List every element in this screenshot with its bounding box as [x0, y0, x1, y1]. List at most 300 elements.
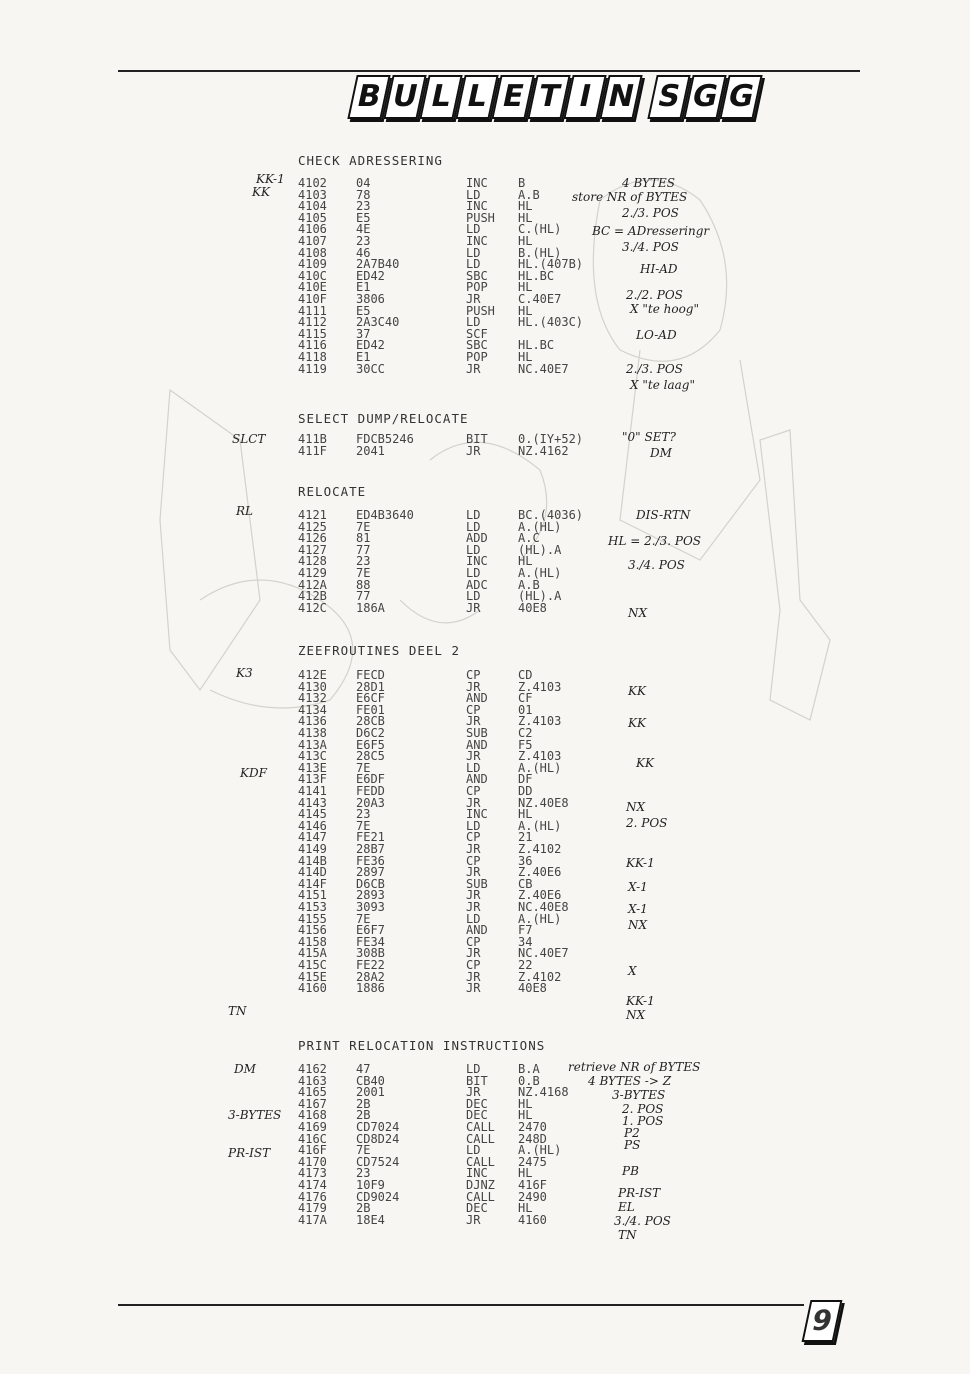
opcode-cell: CP — [466, 934, 481, 949]
handwritten-annotation: 3./4. POS — [622, 240, 679, 254]
address-cell: 4158 — [298, 934, 327, 949]
address-cell: 4141 — [298, 784, 327, 798]
address-cell: 416C — [298, 1131, 327, 1146]
opcode-cell: LD — [466, 245, 481, 260]
section-title: SELECT DUMP/RELOCATE — [298, 411, 469, 426]
hex-cell: 28A2 — [356, 969, 385, 984]
operand-cell: A.(HL) — [518, 566, 562, 580]
address-cell: 4149 — [298, 842, 327, 856]
page-number: 9 — [802, 1300, 843, 1342]
handwritten-annotation: 4 BYTES — [622, 176, 675, 190]
opcode-cell: JR — [466, 600, 481, 615]
section-title: ZEEFROUTINES DEEL 2 — [298, 643, 460, 658]
address-cell: 4168 — [298, 1108, 327, 1123]
operand-cell: HL — [518, 210, 533, 225]
hex-cell: FDCB5246 — [356, 432, 414, 446]
operand-cell: Z.40E6 — [518, 888, 562, 903]
hex-cell: 3093 — [356, 900, 385, 914]
hex-cell: 1886 — [356, 981, 385, 996]
operand-cell: BC.(4036) — [518, 508, 584, 522]
hex-cell: 2B — [356, 1201, 371, 1216]
margin-label: DM — [234, 1062, 256, 1076]
address-cell: 415C — [298, 958, 327, 972]
hex-cell: 20A3 — [356, 795, 385, 810]
operand-cell: HL.(407B) — [518, 257, 584, 272]
hex-cell: E1 — [356, 350, 371, 364]
masthead-letter: E — [491, 75, 534, 119]
address-cell: 414B — [298, 853, 327, 868]
hex-cell: E5 — [356, 210, 371, 225]
operand-cell: 248D — [518, 1131, 547, 1146]
margin-label: TN — [228, 1004, 247, 1018]
handwritten-annotation: NX — [626, 1008, 646, 1022]
address-cell: 4156 — [298, 923, 327, 938]
address-cell: 414F — [298, 876, 327, 891]
operand-cell: A.B — [518, 187, 540, 202]
operand-cell: 22 — [518, 958, 533, 972]
operand-cell: 0.(IY+52) — [518, 432, 584, 446]
opcode-cell: JR — [466, 900, 481, 914]
operand-cell: HL — [518, 807, 533, 822]
handwritten-annotation: 4 BYTES -> Z — [588, 1074, 672, 1088]
opcode-cell: JR — [466, 969, 481, 984]
opcode-cell: JR — [466, 679, 481, 694]
opcode-cell: LD — [466, 519, 481, 534]
hex-cell: 23 — [356, 199, 371, 214]
operand-cell: HL — [518, 1166, 533, 1181]
section-title: RELOCATE — [298, 484, 367, 499]
hex-cell: FEDD — [356, 784, 385, 798]
hex-cell: E6DF — [356, 772, 385, 787]
masthead-letter: U — [383, 75, 426, 119]
hex-cell: E6F7 — [356, 923, 385, 938]
address-cell: 4146 — [298, 818, 327, 833]
hex-cell: 7E — [356, 760, 371, 775]
opcode-cell: CP — [466, 702, 481, 717]
opcode-cell: LD — [466, 315, 481, 330]
handwritten-annotation: 2./3. POS — [622, 206, 679, 220]
operand-cell: HL — [518, 1108, 533, 1123]
address-cell: 411B — [298, 432, 327, 446]
address-cell: 413F — [298, 772, 327, 787]
opcode-cell: JR — [466, 981, 481, 996]
hex-cell: ED4B3640 — [356, 508, 414, 522]
opcode-cell: CP — [466, 830, 481, 845]
handwritten-annotation: 2./3. POS — [626, 362, 683, 376]
operand-cell: DF — [518, 772, 533, 787]
handwritten-annotation: HL = 2./3. POS — [608, 534, 702, 548]
operand-cell: 34 — [518, 934, 533, 949]
hex-cell: 10F9 — [356, 1178, 385, 1192]
address-cell: 416F — [298, 1143, 327, 1158]
handwritten-annotation: PR-IST — [618, 1186, 661, 1200]
hex-cell: 88 — [356, 577, 371, 592]
operand-cell: A.(HL) — [518, 760, 562, 775]
operand-cell: CB — [518, 876, 533, 891]
operand-cell: HL.BC — [518, 338, 555, 353]
opcode-cell: CP — [466, 853, 481, 868]
handwritten-annotation: 2./2. POS — [626, 288, 683, 302]
operand-cell: A.(HL) — [518, 818, 562, 833]
opcode-cell: JR — [466, 865, 481, 880]
operand-cell: B.(HL) — [518, 245, 562, 260]
address-cell: 417A — [298, 1212, 327, 1227]
hex-cell: ED42 — [356, 338, 385, 353]
handwritten-annotation: TN — [618, 1228, 637, 1242]
handwritten-annotation: store NR of BYTES — [572, 190, 688, 204]
opcode-cell: SUB — [466, 726, 488, 740]
hex-cell: FECD — [356, 668, 385, 682]
opcode-cell: AND — [466, 923, 488, 938]
opcode-cell: ADC — [466, 577, 488, 592]
hex-cell: 28C5 — [356, 749, 385, 764]
operand-cell: C.(HL) — [518, 222, 562, 237]
handwritten-annotation: LO-AD — [636, 328, 677, 342]
opcode-cell: LD — [466, 589, 481, 604]
hex-cell: E5 — [356, 303, 371, 318]
section-title: CHECK ADRESSERING — [298, 153, 443, 168]
hex-cell: CD7024 — [356, 1120, 400, 1134]
hex-cell: 04 — [356, 176, 371, 190]
hex-cell: FE21 — [356, 830, 385, 845]
opcode-cell: PUSH — [466, 303, 495, 318]
operand-cell: HL.(403C) — [518, 315, 584, 330]
hex-cell: 37 — [356, 326, 371, 341]
hex-cell: 28D1 — [356, 679, 385, 694]
opcode-cell: JR — [466, 1212, 481, 1227]
address-cell: 4170 — [298, 1154, 327, 1169]
opcode-cell: POP — [466, 280, 488, 295]
hex-cell: 7E — [356, 566, 371, 580]
address-cell: 4167 — [298, 1096, 327, 1111]
hex-cell: 7E — [356, 1143, 371, 1158]
hex-cell: FE36 — [356, 853, 385, 868]
address-cell: 4104 — [298, 199, 327, 214]
opcode-cell: JR — [466, 946, 481, 961]
operand-cell: CD — [518, 668, 533, 682]
address-cell: 4103 — [298, 187, 327, 202]
hex-cell: 28B7 — [356, 842, 385, 856]
margin-label: RL — [236, 504, 254, 518]
masthead-letter: L — [419, 75, 462, 119]
opcode-cell: POP — [466, 350, 488, 364]
operand-cell: NZ.4168 — [518, 1085, 569, 1100]
opcode-cell: JR — [466, 749, 481, 764]
operand-cell: A.B — [518, 577, 540, 592]
handwritten-annotation: X — [628, 964, 637, 978]
handwritten-annotation: DM — [650, 446, 672, 460]
operand-cell: F5 — [518, 737, 533, 752]
operand-cell: 36 — [518, 853, 533, 868]
hex-cell: 77 — [356, 542, 371, 557]
hex-cell: E6F5 — [356, 737, 385, 752]
operand-cell: F7 — [518, 923, 533, 938]
operand-cell: CF — [518, 691, 533, 706]
hex-cell: 7E — [356, 911, 371, 926]
operand-cell: HL — [518, 303, 533, 318]
hex-cell: 7E — [356, 519, 371, 534]
handwritten-annotation: X-1 — [628, 880, 648, 894]
operand-cell: C2 — [518, 726, 533, 740]
operand-cell: 2475 — [518, 1154, 547, 1169]
operand-cell: Z.4103 — [518, 714, 562, 729]
address-cell: 415E — [298, 969, 327, 984]
handwritten-annotation: X "te laag" — [630, 378, 695, 392]
margin-label: PR-IST — [228, 1146, 271, 1160]
address-cell: 4143 — [298, 795, 327, 810]
opcode-cell: BIT — [466, 1073, 488, 1088]
opcode-cell: JR — [466, 443, 481, 458]
margin-label: SLCT — [232, 432, 266, 446]
hex-cell: CD8D24 — [356, 1131, 400, 1146]
operand-cell: A.(HL) — [518, 519, 562, 534]
operand-cell: NZ.40E8 — [518, 795, 569, 810]
hex-cell: 2001 — [356, 1085, 385, 1100]
operand-cell: Z.4102 — [518, 842, 562, 856]
masthead-letter: N — [599, 75, 642, 119]
operand-cell: A.(HL) — [518, 911, 562, 926]
handwritten-annotation: KK — [628, 716, 646, 730]
opcode-cell: CALL — [466, 1131, 495, 1146]
handwritten-annotation: KK-1 — [626, 994, 655, 1008]
opcode-cell: DJNZ — [466, 1178, 495, 1192]
opcode-cell: CALL — [466, 1120, 495, 1134]
address-cell: 4138 — [298, 726, 327, 740]
hex-cell: FE01 — [356, 702, 385, 717]
hex-cell: CB40 — [356, 1073, 385, 1088]
hex-cell: D6CB — [356, 876, 385, 891]
address-cell: 4147 — [298, 830, 327, 845]
address-cell: 4128 — [298, 554, 327, 569]
handwritten-annotation: NX — [626, 800, 646, 814]
opcode-cell: DEC — [466, 1096, 488, 1111]
masthead-letter: S — [647, 75, 690, 119]
address-cell: 414D — [298, 865, 327, 880]
opcode-cell: CALL — [466, 1154, 495, 1169]
operand-cell: HL — [518, 1201, 533, 1216]
address-cell: 4173 — [298, 1166, 327, 1181]
address-cell: 413C — [298, 749, 327, 764]
masthead-letter: T — [527, 75, 570, 119]
opcode-cell: INC — [466, 1166, 488, 1181]
hex-cell: FE34 — [356, 934, 385, 949]
hex-cell: 2893 — [356, 888, 385, 903]
operand-cell: 416F — [518, 1178, 547, 1192]
operand-cell: (HL).A — [518, 542, 562, 557]
handwritten-annotation: KK — [636, 756, 654, 770]
handwritten-annotation: 3./4. POS — [628, 558, 685, 572]
opcode-cell: ADD — [466, 531, 488, 546]
opcode-cell: CP — [466, 784, 481, 798]
hex-cell: CD7524 — [356, 1154, 400, 1169]
hex-cell: 2B — [356, 1096, 371, 1111]
opcode-cell: SUB — [466, 876, 488, 891]
operand-cell: Z.4103 — [518, 679, 562, 694]
address-cell: 410E — [298, 280, 327, 295]
opcode-cell: LD — [466, 222, 481, 237]
operand-cell: HL — [518, 199, 533, 214]
address-cell: 4145 — [298, 807, 327, 822]
address-cell: 4163 — [298, 1073, 327, 1088]
handwritten-annotation: NX — [628, 606, 648, 620]
opcode-cell: DEC — [466, 1201, 488, 1216]
hex-cell: 78 — [356, 187, 371, 202]
hex-cell: 2B — [356, 1108, 371, 1123]
opcode-cell: AND — [466, 772, 488, 787]
handwritten-annotation: EL — [618, 1200, 635, 1214]
opcode-cell: LD — [466, 566, 481, 580]
address-cell: 4162 — [298, 1062, 327, 1076]
hex-cell: 23 — [356, 807, 371, 822]
masthead-letter: G — [719, 75, 762, 119]
address-cell: 4121 — [298, 508, 327, 522]
hex-cell: 46 — [356, 245, 371, 260]
hex-cell: 3806 — [356, 292, 385, 306]
address-cell: 412A — [298, 577, 327, 592]
handwritten-annotation: X-1 — [628, 902, 648, 916]
operand-cell: NC.40E7 — [518, 946, 569, 961]
handwritten-annotation: retrieve NR of BYTES — [568, 1060, 701, 1074]
hex-cell: 4E — [356, 222, 371, 237]
operand-cell: 01 — [518, 702, 533, 717]
address-cell: 4176 — [298, 1189, 327, 1204]
hex-cell: 23 — [356, 234, 371, 248]
opcode-cell: SBC — [466, 338, 488, 353]
operand-cell: NC.40E7 — [518, 361, 569, 376]
operand-cell: NZ.4162 — [518, 443, 569, 458]
opcode-cell: JR — [466, 842, 481, 856]
bottom-rule — [118, 1304, 804, 1306]
opcode-cell: LD — [466, 257, 481, 272]
handwritten-annotation: 2. POS — [622, 1102, 664, 1116]
operand-cell: B — [518, 176, 526, 190]
operand-cell: 2490 — [518, 1189, 547, 1204]
hex-cell: 308B — [356, 946, 385, 961]
opcode-cell: AND — [466, 737, 488, 752]
hex-cell: 18E4 — [356, 1212, 385, 1227]
opcode-cell: INC — [466, 807, 488, 822]
hex-cell: 2041 — [356, 443, 385, 458]
margin-label: KK-1 — [256, 172, 285, 186]
margin-label: KDF — [240, 766, 267, 780]
operand-cell: 2470 — [518, 1120, 547, 1134]
address-cell: 411F — [298, 443, 327, 458]
hex-cell: 2897 — [356, 865, 385, 880]
address-cell: 4136 — [298, 714, 327, 729]
opcode-cell: LD — [466, 1143, 481, 1158]
handwritten-annotation: PB — [622, 1164, 639, 1178]
handwritten-annotation: X "te hoog" — [630, 302, 699, 316]
address-cell: 4129 — [298, 566, 327, 580]
address-cell: 4118 — [298, 350, 327, 364]
handwritten-annotation: BC = ADresseringr — [592, 224, 710, 238]
handwritten-annotation: 3./4. POS — [614, 1214, 671, 1228]
handwritten-annotation: "0" SET? — [622, 430, 676, 444]
opcode-cell: JR — [466, 795, 481, 810]
address-cell: 4112 — [298, 315, 327, 330]
address-cell: 4126 — [298, 531, 327, 546]
operand-cell: HL — [518, 554, 533, 569]
section-title: PRINT RELOCATION INSTRUCTIONS — [298, 1038, 546, 1053]
masthead-letter: B — [347, 75, 390, 119]
opcode-cell: CP — [466, 668, 481, 682]
handwritten-annotation: P2 — [624, 1126, 640, 1140]
hex-cell: 23 — [356, 1166, 371, 1181]
address-cell: 4132 — [298, 691, 327, 706]
masthead-letter: L — [455, 75, 498, 119]
address-cell: 412B — [298, 589, 327, 604]
operand-cell: 40E8 — [518, 600, 547, 615]
handwritten-annotation: KK — [628, 684, 646, 698]
hex-cell: 7E — [356, 818, 371, 833]
handwritten-annotation: 3-BYTES — [612, 1088, 666, 1102]
address-cell: 4116 — [298, 338, 327, 353]
opcode-cell: INC — [466, 199, 488, 214]
address-cell: 4125 — [298, 519, 327, 534]
masthead-letter: I — [563, 75, 606, 119]
opcode-cell: SCF — [466, 326, 488, 341]
opcode-cell: LD — [466, 508, 481, 522]
operand-cell: A.(HL) — [518, 1143, 562, 1158]
hex-cell: 30CC — [356, 361, 385, 376]
address-cell: 413E — [298, 760, 327, 775]
address-cell: 4153 — [298, 900, 327, 914]
address-cell: 4109 — [298, 257, 327, 272]
hex-cell: 23 — [356, 554, 371, 569]
operand-cell: Z.4102 — [518, 969, 562, 984]
operand-cell: HL — [518, 234, 533, 248]
handwritten-annotation: NX — [628, 918, 648, 932]
hex-cell: 2A7B40 — [356, 257, 400, 272]
hex-cell: 28CB — [356, 714, 385, 729]
address-cell: 4174 — [298, 1178, 327, 1192]
handwritten-annotation: PS — [624, 1138, 641, 1152]
hex-cell: ED42 — [356, 268, 385, 283]
address-cell: 4151 — [298, 888, 327, 903]
opcode-cell: JR — [466, 1085, 481, 1100]
address-cell: 4165 — [298, 1085, 327, 1100]
address-cell: 4134 — [298, 702, 327, 717]
hex-cell: 186A — [356, 600, 385, 615]
operand-cell: HL — [518, 280, 533, 295]
opcode-cell: JR — [466, 292, 481, 306]
operand-cell: C.40E7 — [518, 292, 562, 306]
opcode-cell: AND — [466, 691, 488, 706]
operand-cell: B.A — [518, 1062, 540, 1076]
address-cell: 4105 — [298, 210, 327, 225]
operand-cell: 4160 — [518, 1212, 547, 1227]
address-cell: 4130 — [298, 679, 327, 694]
opcode-cell: CALL — [466, 1189, 495, 1204]
margin-label: KK — [252, 185, 270, 199]
hex-cell: 47 — [356, 1062, 371, 1076]
opcode-cell: JR — [466, 361, 481, 376]
hex-cell: E6CF — [356, 691, 385, 706]
hex-cell: E1 — [356, 280, 371, 295]
operand-cell: HL — [518, 1096, 533, 1111]
opcode-cell: JR — [466, 888, 481, 903]
opcode-cell: SBC — [466, 268, 488, 283]
address-cell: 4155 — [298, 911, 327, 926]
handwritten-annotation: 1. POS — [622, 1114, 664, 1128]
opcode-cell: INC — [466, 234, 488, 248]
opcode-cell: JR — [466, 714, 481, 729]
address-cell: 4127 — [298, 542, 327, 557]
hex-cell: D6C2 — [356, 726, 385, 740]
address-cell: 4119 — [298, 361, 327, 376]
address-cell: 4108 — [298, 245, 327, 260]
handwritten-annotation: 2. POS — [626, 816, 668, 830]
